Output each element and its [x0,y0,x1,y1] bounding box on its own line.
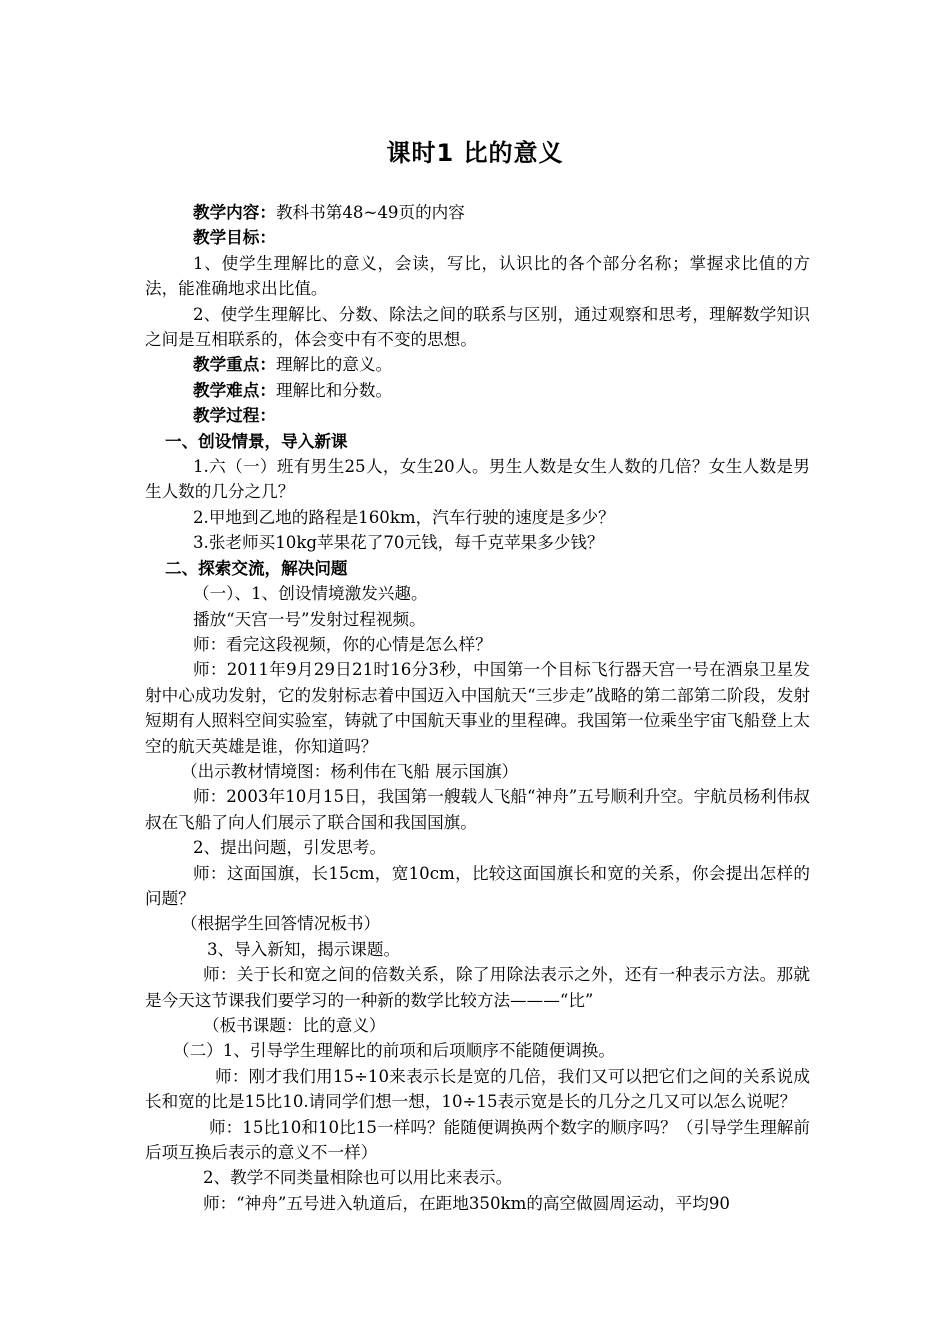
paragraph: 2、提出问题，引发思考。 [193,838,387,858]
section-1-question-3: 3.张老师买10kg苹果花了70元钱，每千克苹果多少钱？ [193,533,604,553]
section-2-heading: 二、探索交流，解决问题 [165,558,348,578]
page-title: 课时1 比的意义 [386,139,564,167]
teaching-difficulty [145,378,810,403]
teaching-content [145,200,810,225]
teaching-process-label: 教学过程： [193,406,276,426]
paragraph: 师：“神舟”五号进入轨道后，在距地350km的高空做圆周运动，平均90 [203,1193,730,1213]
teaching-content-text: 教科书第48~49页的内容 [275,203,465,222]
teaching-key-text: 理解比的意义。 [275,355,393,375]
paragraph: 师：这面国旗，长15cm，宽10cm，比较这面国旗长和宽的关系，你会提出怎样的问题？ [145,863,810,908]
paragraph: 师：看完这段视频，你的心情是怎么样？ [193,634,492,654]
paragraph: 师：刚才我们用15÷10来表示长是宽的几倍，我们又可以把它们之间的关系说成长和宽的比是15比10.请同学们想一想，10÷15表示宽是长的几分之几又可以怎么说呢？ [145,1066,810,1112]
teaching-process-heading [145,403,810,428]
paragraph: 2、教学不同类量相除也可以用比来表示。 [203,1168,513,1188]
paragraph: （板书课题：比的意义） [203,1016,386,1035]
paragraph: 3、导入新知，揭示课题。 [207,939,401,959]
paragraph: 师：2011年9月29日21时16分3秒，中国第一个目标飞行器天宫一号在酒泉卫星发射中心成功发射，它的发射标志着中国迈入中国航天“三步走”战略的第二部第二阶段，发射短期有人照料空间实验室，铸就了中国航天事业的里程碑。我国第一位乘坐宇宙飞船登上太空的航天英雄是谁，你知道吗？ [145,660,810,756]
teaching-difficulty-text: 理解比和分数。 [275,380,393,400]
paragraph: 师：关于长和宽之间的倍数关系，除了用除法表示之外，还有一种表示方法。那就是今天这节课我们要学习的一种新的数学比较方法———“比” [145,965,810,1010]
teaching-content-label: 教学内容： [193,203,276,222]
teaching-goals-label: 教学目标： [193,228,276,248]
document-body [145,200,810,1216]
section-1-question-1: 1.六（一）班有男生25人，女生20人。男生人数是女生人数的几倍？女生人数是男生人数的几分之几？ [145,457,810,502]
paragraph: （根据学生回答情况板书） [181,914,381,934]
paragraph: （一）、1、创设情境激发兴趣。 [193,584,428,604]
teaching-key-label: 教学重点： [193,355,276,375]
paragraph: 师：2003年10月15日，我国第一艘载人飞船“神舟”五号顺利升空。宇航员杨利伟叔叔在飞船了向人们展示了联合国和我国国旗。 [145,787,810,832]
teaching-difficulty-label: 教学难点： [193,380,276,400]
goal-1: 1、使学生理解比的意义，会读，写比，认识比的各个部分名称；掌握求比值的方法，能准确地求出比值。 [145,253,810,299]
paragraph: 播放“天宫一号”发射过程视频。 [193,609,426,629]
section-1-heading: 一、创设情景，导入新课 [165,431,348,451]
paragraph: （二）1、引导学生理解比的前项和后项顺序不能随便调换。 [173,1041,615,1061]
paragraph: （出示教材情境图：杨利伟在飞船 展示国旗） [181,761,519,781]
paragraph: 师：15比10和10比15一样吗？能随便调换两个数字的顺序吗？（引导学生理解前后项互换后表示的意义不一样） [145,1117,810,1163]
goal-2: 2、使学生理解比、分数、除法之间的联系与区别，通过观察和思考，理解数学知识之间是互相联系的，体会变中有不变的思想。 [145,304,810,350]
section-1-question-2: 2.甲地到乙地的路程是160km，汽车行驶的速度是多少？ [193,507,615,527]
teaching-key-point [145,352,810,377]
teaching-goals-heading [145,225,810,250]
